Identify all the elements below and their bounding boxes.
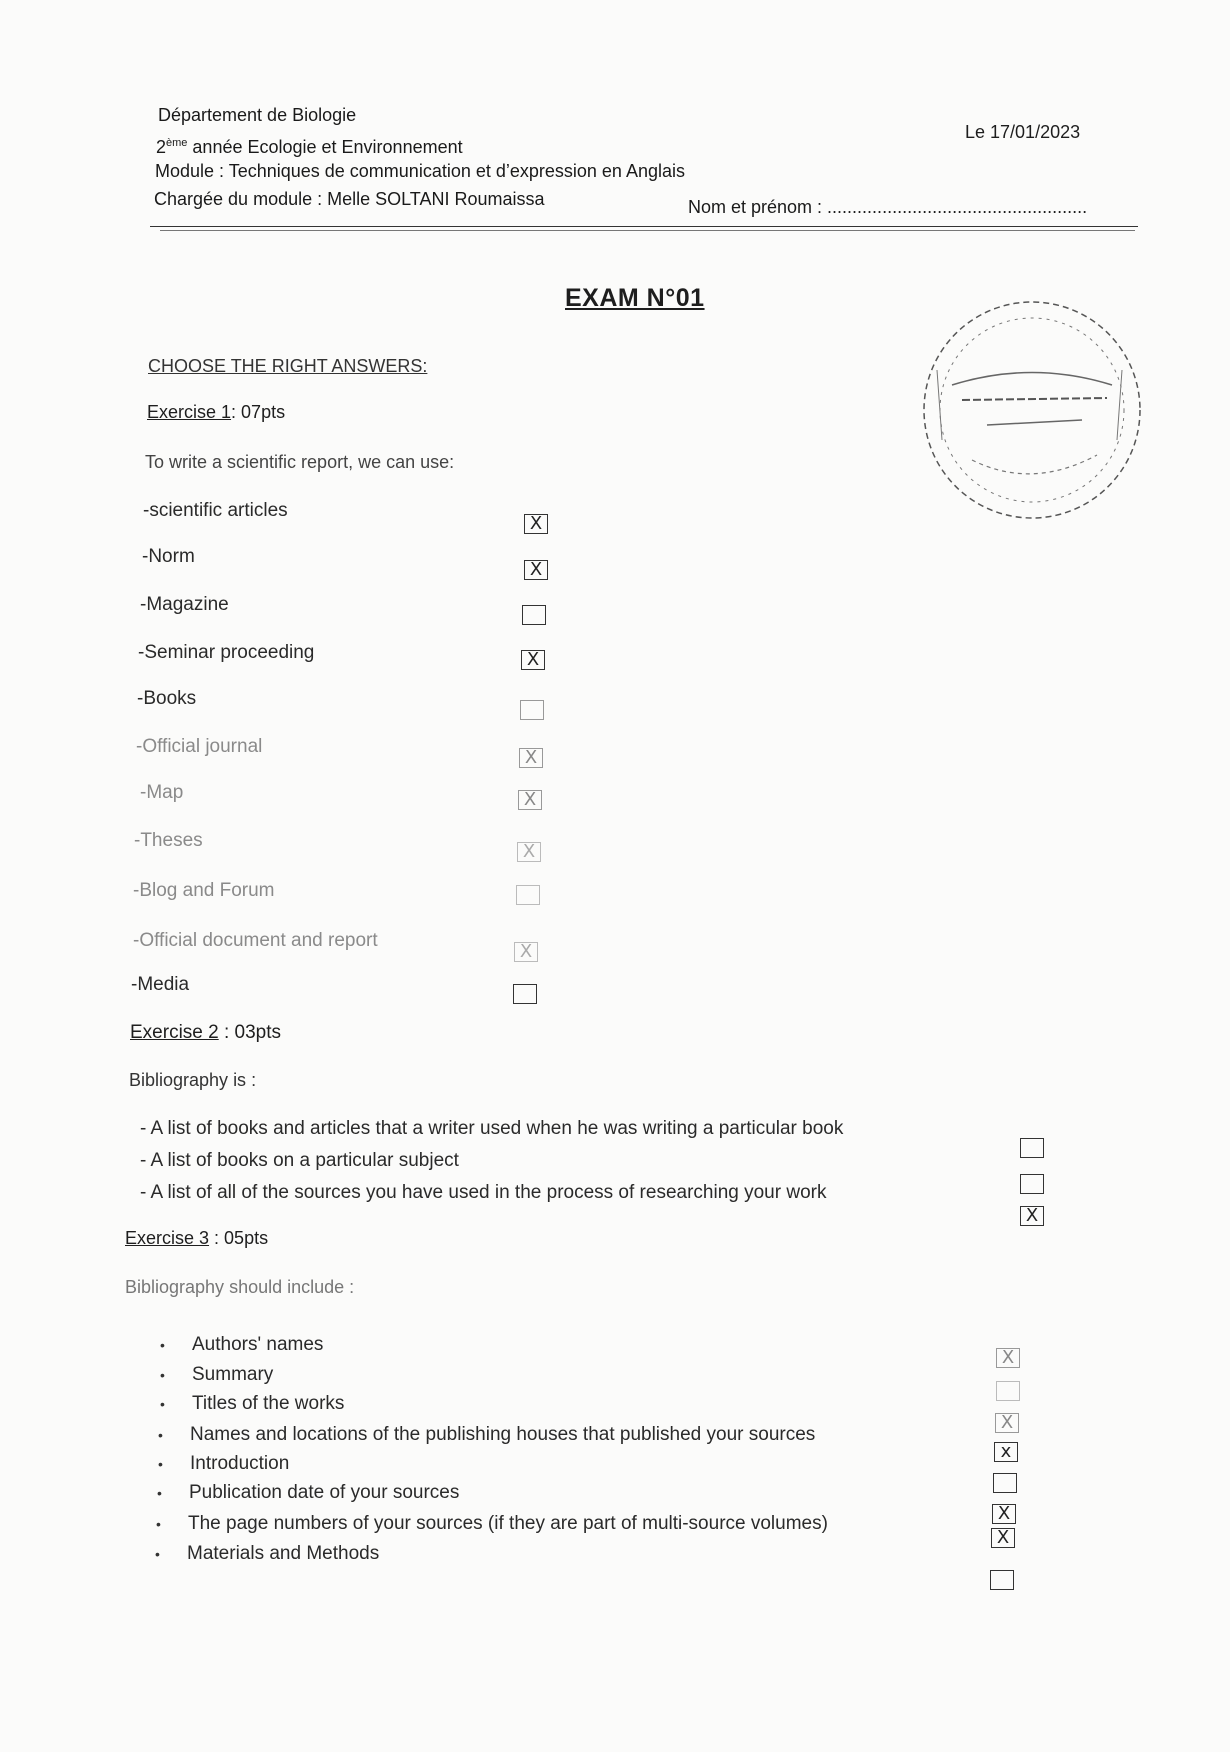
exercise1-option-label: -Seminar proceeding bbox=[138, 642, 315, 663]
module-label: Module : Techniques de communication et d’expression en Anglais bbox=[155, 161, 685, 181]
exercise1-option-label: -Media bbox=[131, 974, 190, 995]
exercise1-option-checkbox[interactable]: X bbox=[524, 514, 548, 534]
exercise1-option-checkbox[interactable]: X bbox=[518, 790, 542, 810]
exercise2-option-label: - A list of books and articles that a writer used when he was writing a particular book bbox=[140, 1118, 844, 1139]
exam-date: Le 17/01/2023 bbox=[965, 122, 1081, 142]
exercise3-option-checkbox[interactable]: X bbox=[996, 1348, 1020, 1368]
exercise2-option-checkbox[interactable] bbox=[1020, 1174, 1044, 1194]
exercise2-points: : 03pts bbox=[218, 1022, 282, 1043]
bullet-point: • bbox=[160, 1367, 165, 1383]
exercise3-option-label: Materials and Methods bbox=[187, 1543, 380, 1564]
exam-title: EXAM N°01 bbox=[565, 284, 705, 312]
exercise1-option-label: -Magazine bbox=[140, 594, 229, 615]
exercise3-option-checkbox[interactable] bbox=[993, 1473, 1017, 1493]
exercise1-option-checkbox[interactable]: X bbox=[514, 942, 538, 962]
exercise3-option-checkbox[interactable]: x bbox=[994, 1442, 1018, 1462]
exercise1-option-checkbox[interactable]: X bbox=[521, 650, 545, 670]
bullet-point: • bbox=[160, 1396, 165, 1412]
exercise2-option-checkbox[interactable]: X bbox=[1020, 1206, 1044, 1226]
exercise3-option-checkbox[interactable] bbox=[990, 1570, 1014, 1590]
exercise1-option-checkbox[interactable]: X bbox=[519, 748, 543, 768]
exercise2-option-label: - A list of books on a particular subject bbox=[140, 1150, 459, 1171]
exercise1-option-checkbox[interactable] bbox=[516, 885, 540, 905]
exercise1-option-checkbox[interactable]: X bbox=[517, 842, 541, 862]
exercise1-label: Exercise 1 bbox=[147, 402, 232, 422]
student-name-field[interactable]: Nom et prénom : .................................................... bbox=[688, 197, 1088, 217]
exercise1-option-checkbox[interactable] bbox=[513, 984, 537, 1004]
official-stamp bbox=[912, 290, 1152, 530]
exercise1-points: : 07pts bbox=[231, 402, 286, 422]
header-divider-secondary bbox=[160, 230, 1135, 231]
exercise3-heading bbox=[125, 1228, 268, 1249]
bullet-point: • bbox=[158, 1456, 163, 1472]
exercise1-option-checkbox[interactable]: X bbox=[524, 560, 548, 580]
exercise1-question: To write a scientific report, we can use: bbox=[145, 452, 455, 472]
year-number: 2 bbox=[156, 137, 167, 157]
department-label: Département de Biologie bbox=[158, 105, 357, 125]
header-divider bbox=[150, 226, 1138, 227]
exercise1-option-label: -Blog and Forum bbox=[133, 880, 275, 901]
bullet-point: • bbox=[156, 1516, 161, 1532]
year-label bbox=[156, 132, 463, 158]
exercise1-option-checkbox[interactable] bbox=[520, 700, 544, 720]
exercise2-heading bbox=[130, 1022, 281, 1044]
exercise3-label: Exercise 3 bbox=[125, 1228, 210, 1248]
exercise3-option-label: Names and locations of the publishing houses that published your sources bbox=[190, 1424, 816, 1445]
exercise2-label: Exercise 2 bbox=[130, 1022, 219, 1043]
exercise1-option-label: -Official document and report bbox=[133, 930, 378, 951]
teacher-label: Chargée du module : Melle SOLTANI Roumaissa bbox=[154, 189, 545, 209]
exercise3-points: : 05pts bbox=[209, 1228, 269, 1248]
exercise1-heading bbox=[147, 402, 285, 423]
exercise1-option-checkbox[interactable] bbox=[522, 605, 546, 625]
exercise3-option-label: Summary bbox=[192, 1364, 274, 1385]
exercise3-question: Bibliography should include : bbox=[125, 1277, 355, 1297]
exercise3-option-checkbox[interactable] bbox=[996, 1381, 1020, 1401]
exercise2-option-label: - A list of all of the sources you have used in the process of researching your work bbox=[140, 1182, 827, 1203]
exercise1-option-label: -Official journal bbox=[136, 736, 263, 757]
bullet-point: • bbox=[157, 1485, 162, 1501]
year-program: année Ecologie et Environnement bbox=[187, 137, 463, 157]
exercise3-option-label: Titles of the works bbox=[192, 1393, 345, 1414]
exercise3-option-label: Publication date of your sources bbox=[189, 1482, 460, 1503]
instruction-heading: CHOOSE THE RIGHT ANSWERS: bbox=[148, 356, 428, 376]
exercise3-option-label: The page numbers of your sources (if they are part of multi-source volumes) bbox=[188, 1513, 828, 1534]
exercise2-question: Bibliography is : bbox=[129, 1070, 257, 1090]
exercise1-option-label: -Books bbox=[137, 688, 197, 709]
year-superscript: ème bbox=[166, 137, 188, 149]
bullet-point: • bbox=[160, 1337, 165, 1353]
exercise3-option-label: Authors' names bbox=[192, 1334, 324, 1355]
bullet-point: • bbox=[155, 1546, 160, 1562]
exercise3-option-checkbox[interactable]: X bbox=[992, 1504, 1016, 1524]
exercise1-option-label: -Norm bbox=[142, 546, 195, 567]
exercise3-option-checkbox[interactable]: X bbox=[995, 1413, 1019, 1433]
exercise2-option-checkbox[interactable] bbox=[1020, 1138, 1044, 1158]
exercise3-option-label: Introduction bbox=[190, 1453, 290, 1474]
bullet-point: • bbox=[158, 1427, 163, 1443]
exercise1-option-label: -Map bbox=[140, 782, 184, 803]
exercise1-option-label: -scientific articles bbox=[143, 500, 288, 521]
exercise1-option-label: -Theses bbox=[134, 830, 203, 851]
exercise3-option-checkbox[interactable]: X bbox=[991, 1528, 1015, 1548]
